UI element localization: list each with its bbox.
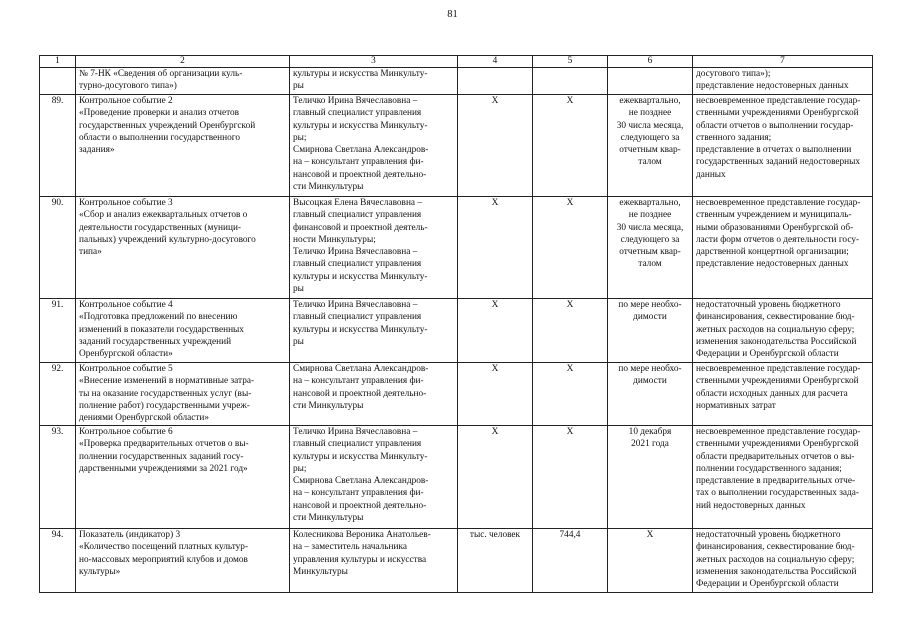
table-row <box>40 95 873 197</box>
unit-cell: Х <box>458 197 533 299</box>
responsible-cell: культуры и искусства Минкульту- ры <box>290 68 458 95</box>
deadline-cell: 10 декабря 2021 года <box>608 426 693 529</box>
deadline-cell: по мере необхо- димости <box>608 363 693 426</box>
risk-cell: несвоевременное представление государ- ственными учреждениями Оренбургской области исходных данных для расчета нормативных затрат <box>693 363 873 426</box>
column-number: 5 <box>533 56 608 68</box>
risk-cell: несвоевременное представление государ- ственными учреждениями Оренбургской области отчетов о выполнении государ- ственного задания; представление в отчетах о выполнении государственных заданий недостоверных данных <box>693 95 873 197</box>
table-row <box>40 529 873 593</box>
unit-cell: тыс. человек <box>458 529 533 593</box>
value-cell: 744,4 <box>533 529 608 593</box>
value-cell: Х <box>533 426 608 529</box>
deadline-cell: ежеквартально, не позднее 30 числа месяца, следующего за отчетным квар- талом <box>608 95 693 197</box>
event-cell: Контрольное событие 4 «Подготовка предложений по внесению изменений в показатели государственных заданий государственных учреждений Оренбургской области» <box>76 299 290 363</box>
table-row <box>40 363 873 426</box>
event-cell: Контрольное событие 3 «Сбор и анализ ежеквартальных отчетов о деятельности государственных (муници- пальных) учреждений культурно-досугового типа» <box>76 197 290 299</box>
table-row <box>40 68 873 95</box>
column-number: 1 <box>40 56 76 68</box>
column-number: 6 <box>608 56 693 68</box>
row-number: 93. <box>40 426 76 529</box>
event-cell: Контрольное событие 6 «Проверка предварительных отчетов о вы- полнении государственных заданий госу- дарственными учреждениями за 2021 год» <box>76 426 290 529</box>
unit-cell: Х <box>458 363 533 426</box>
risk-cell: несвоевременное представление государ- ственным учреждением и муниципаль- ными образованиями Оренбургской об- ласти форм отчетов о деятельности госу- дарственной концертной организации; представление недостоверных данных <box>693 197 873 299</box>
risk-cell: несвоевременное представление государ- ственными учреждениями Оренбургской области предварительных отчетов о вы- полнении государственного задания; представление в предварительных отче- тах о выполнении государственных зада- ний недостоверных данных <box>693 426 873 529</box>
responsible-cell: Смирнова Светлана Александров- на – консультант управления фи- нансовой и проектной деятельно- сти Минкультуры <box>290 363 458 426</box>
row-number: 90. <box>40 197 76 299</box>
column-number: 3 <box>290 56 458 68</box>
unit-cell: Х <box>458 299 533 363</box>
table-row <box>40 426 873 529</box>
responsible-cell: Колесникова Вероника Анатольев- на – заместитель начальника управления культуры и искусства Минкультуры <box>290 529 458 593</box>
deadline-cell <box>608 68 693 95</box>
deadline-cell: Х <box>608 529 693 593</box>
row-number: 92. <box>40 363 76 426</box>
row-number: 91. <box>40 299 76 363</box>
value-cell: Х <box>533 95 608 197</box>
unit-cell: Х <box>458 426 533 529</box>
unit-cell <box>458 68 533 95</box>
responsible-cell: Теличко Ирина Вячеславовна – главный специалист управления культуры и искусства Минкульту- ры <box>290 299 458 363</box>
plan-table <box>39 55 873 593</box>
event-cell: № 7-НК «Сведения об организации куль- турно-досугового типа») <box>76 68 290 95</box>
row-number: 89. <box>40 95 76 197</box>
event-cell: Контрольное событие 2 «Проведение проверки и анализ отчетов государственных учреждений Оренбургской области о выполнении государственного задания» <box>76 95 290 197</box>
responsible-cell: Теличко Ирина Вячеславовна – главный специалист управления культуры и искусства Минкульту- ры; Смирнова Светлана Александров- на – консультант управления фи- нансовой и проектной деятельно- сти Минкультуры <box>290 95 458 197</box>
table-row <box>40 197 873 299</box>
value-cell: Х <box>533 299 608 363</box>
risk-cell: недостаточный уровень бюджетного финансирования, секвестирование бюд- жетных расходов на социальную сферу; изменения законодательства Российской Федерации и Оренбургской области <box>693 529 873 593</box>
deadline-cell: ежеквартально, не позднее 30 числа месяца, следующего за отчетным квар- талом <box>608 197 693 299</box>
column-number-row <box>40 56 873 68</box>
row-number: 94. <box>40 529 76 593</box>
deadline-cell: по мере необхо- димости <box>608 299 693 363</box>
unit-cell: Х <box>458 95 533 197</box>
event-cell: Контрольное событие 5 «Внесение изменений в нормативные затра- ты на оказание государственных услуг (вы- полнение работ) государственными учреж- дениями Оренбургской области» <box>76 363 290 426</box>
value-cell: Х <box>533 197 608 299</box>
responsible-cell: Теличко Ирина Вячеславовна – главный специалист управления культуры и искусства Минкульту- ры; Смирнова Светлана Александров- на – консультант управления фи- нансовой и проектной деятельно- сти Минкультуры <box>290 426 458 529</box>
table-row <box>40 299 873 363</box>
column-number: 2 <box>76 56 290 68</box>
value-cell <box>533 68 608 95</box>
row-number <box>40 68 76 95</box>
page-number: 81 <box>447 9 458 20</box>
risk-cell: недостаточный уровень бюджетного финансирования, секвестирование бюд- жетных расходов на социальную сферу; изменения законодательства Российской Федерации и Оренбургской области <box>693 299 873 363</box>
risk-cell: досугового типа»); представление недостоверных данных <box>693 68 873 95</box>
event-cell: Показатель (индикатор) 3 «Количество посещений платных культур- но-массовых мероприятий клубов и домов культуры» <box>76 529 290 593</box>
column-number: 4 <box>458 56 533 68</box>
responsible-cell: Высоцкая Елена Вячеславовна – главный специалист управления финансовой и проектной деятель- ности Минкультуры; Теличко Ирина Вячеславовна – главный специалист управления культуры и искусства Минкульту- ры <box>290 197 458 299</box>
value-cell: Х <box>533 363 608 426</box>
column-number: 7 <box>693 56 873 68</box>
